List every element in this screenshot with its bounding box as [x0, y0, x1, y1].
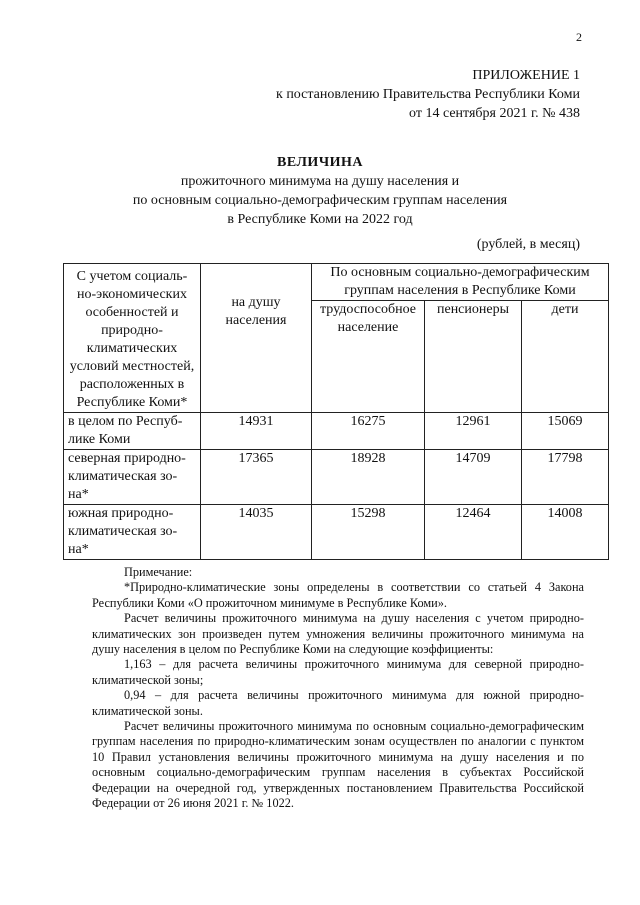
appendix-decree: к постановлению Правительства Республики Коми — [276, 87, 580, 102]
row-children: 15069 — [522, 413, 609, 450]
note-paragraph: Расчет величины прожиточного минимума по основным социально-демографическим группам населения по природно-климатическим зонам осуществлен по аналогии с пунктом 10 Правил установления величины прожиточного минимума на душу населения и по основным социально-демографическим группам населения в субъектах Российской Федерации на очередной год, утвержденных постановлением Правительства Российской Федерации от 26 июня 2021 г. № 1022. — [92, 719, 584, 811]
table-row — [64, 450, 609, 505]
notes-heading: Примечание: — [124, 565, 193, 579]
notes-section — [92, 565, 584, 812]
header-children: дети — [522, 301, 609, 413]
note-paragraph: *Природно-климатические зоны определены в соответствии со статьей 4 Закона Республики Коми «О прожиточном минимуме в Республике Коми». — [92, 580, 584, 610]
row-region: южная природно-климатическая зо-на* — [64, 505, 201, 560]
row-region: в целом по Респуб-лике Коми — [64, 413, 201, 450]
header-pensioners: пенсионеры — [425, 301, 522, 413]
note-paragraph: 1,163 – для расчета величины прожиточного минимума для северной природно-климатической зоны; — [92, 657, 584, 687]
header-group: По основным социально-демографическим группам населения в Республике Коми — [312, 264, 609, 301]
header-working: трудоспособное население — [312, 301, 425, 413]
row-per-capita: 17365 — [201, 450, 312, 505]
table-row — [64, 413, 609, 450]
document-title: ВЕЛИЧИНА — [277, 155, 363, 170]
row-per-capita: 14931 — [201, 413, 312, 450]
row-working: 16275 — [312, 413, 425, 450]
row-per-capita: 14035 — [201, 505, 312, 560]
title-line-3: в Республике Коми на 2022 год — [227, 212, 413, 227]
row-pensioners: 14709 — [425, 450, 522, 505]
row-pensioners: 12961 — [425, 413, 522, 450]
row-children: 17798 — [522, 450, 609, 505]
row-children: 14008 — [522, 505, 609, 560]
row-working: 18928 — [312, 450, 425, 505]
title-line-1: прожиточного минимума на душу населения и — [180, 174, 460, 189]
header-region: С учетом социаль-но-экономических особенностей и природно-климатических условий местностей, расположенных в Республике Коми* — [64, 264, 201, 413]
appendix-date: от 14 сентября 2021 г. № 438 — [409, 106, 580, 121]
title-line-2: по основным социально-демографическим группам населения — [132, 193, 508, 208]
page-number: 2 — [576, 30, 582, 44]
units-label: (рублей, в месяц) — [476, 237, 580, 252]
appendix-label: ПРИЛОЖЕНИЕ 1 — [472, 68, 580, 83]
subsistence-table — [63, 263, 609, 560]
note-paragraph: 0,94 – для расчета величины прожиточного минимума для южной природно-климатической зоны. — [92, 688, 584, 718]
table-row — [64, 505, 609, 560]
note-paragraph: Расчет величины прожиточного минимума на душу населения с учетом природно-климатических зон произведен путем умножения величины прожиточного минимума на душу населения в целом по Республике Коми на следующие коэффициенты: — [92, 611, 584, 657]
row-region: северная природно-климатическая зо-на* — [64, 450, 201, 505]
row-working: 15298 — [312, 505, 425, 560]
row-pensioners: 12464 — [425, 505, 522, 560]
header-per-capita: на душу населения — [201, 264, 312, 413]
